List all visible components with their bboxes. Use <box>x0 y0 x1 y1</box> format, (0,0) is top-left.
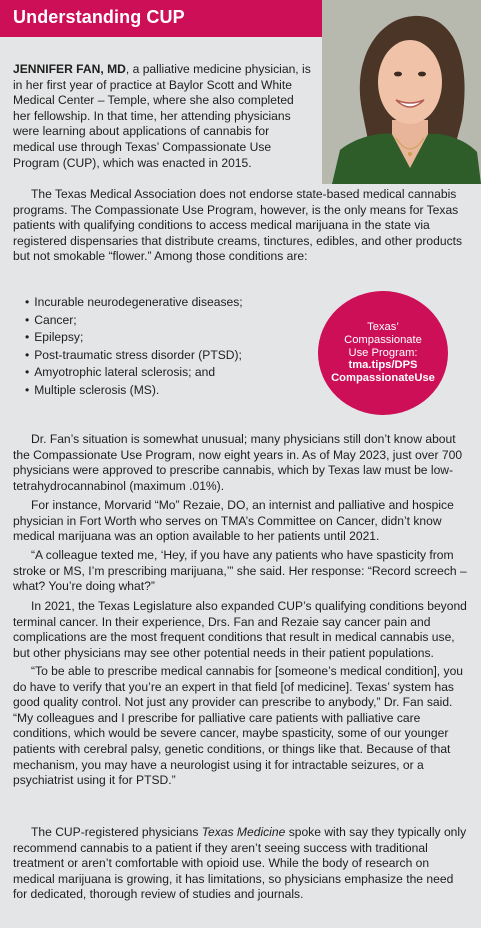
list-item: • Incurable neurodegenerative diseases; <box>25 294 243 312</box>
intro-paragraph <box>13 62 313 171</box>
body-paragraph-4: In 2021, the Texas Legislature also expanded CUP’s qualifying conditions beyond terminal cancer. In their experience, Drs. Fan and Rezaie say cancer pain and complications are the most frequent conditions that result in medical cannabis use, but other physicians may see other potential needs in their patient populations. <box>13 599 467 660</box>
author-name: JENNIFER FAN, MD <box>13 62 126 76</box>
section-banner <box>0 0 322 37</box>
list-item: • Multiple sclerosis (MS). <box>25 382 243 400</box>
portrait-photo <box>322 0 481 184</box>
body-paragraph-5: “To be able to prescribe medical cannabis for [someone’s medical condition], you do have to verify that you’re an expert in that field [of medicine]. Texas’ system has good quality control. Not just any provider can prescribe to anybody,” Dr. Fan said. “My colleagues and I prescribe for palliative care patients with palliative care conditions, which would be severe cancer, maybe spasticity, some of our younger patients with cerebral palsy, genetic conditions, or things like that. Because of that mechanism, you may have a neurologist using it for intractable seizures, or a psychiatrist using it for PTSD.” <box>13 664 464 788</box>
publication-title: Texas Medicine <box>201 825 286 839</box>
body-paragraph-3: “A colleague texted me, ‘Hey, if you have any patients who have spasticity from stroke or MS, I’m prescribing marijuana,’” she said. Her response: “Record screech – what? You’re doing what?” <box>13 548 467 594</box>
conditions-list <box>25 294 243 400</box>
tma-paragraph: The Texas Medical Association does not endorse state-based medical cannabis programs. The Compassionate Use Program, however, is the only means for Texas patients with qualifying conditions to access medical marijuana in the state via registered dispensaries that distribute creams, tinctures, edibles, and other products but not smokable “flower.” Among those conditions are: <box>13 187 463 264</box>
body-text: spoke with say they typically only recommend cannabis to a patient if they aren’t seeing success with traditional treatment or aren’t comfortable with opioid use. While the body of research on medical marijuana is growing, it has limitations, so physicians emphasize the need for dedicated, thorough review of studies and journals. <box>13 825 467 902</box>
body-text: The CUP-registered physicians <box>31 825 202 839</box>
list-item: • Amyotrophic lateral sclerosis; and <box>25 364 243 382</box>
intro-text: , a palliative medicine physician, is in her first year of practice at Baylor Scott and White Medical Center – Temple, where she also completed her fellowship. In that time, her attending physicians were learning about applications of cannabis for medical use through Texas’ Compassionate Use Program (CUP), which was enacted in 2015. <box>13 62 311 170</box>
portrait-image <box>322 0 481 184</box>
cup-callout-circle <box>318 291 448 415</box>
body-paragraph-1: Dr. Fan’s situation is somewhat unusual; many physicians still don’t know about the Compassionate Use Program, now eight years in. As of May 2023, just over 700 physicians were approved to prescribe cannabis, which by Texas law must be low-tetrahydrocannabinol (maximum .01%). <box>13 432 463 493</box>
callout-line: Texas’ <box>367 321 399 333</box>
list-item: • Cancer; <box>25 312 243 330</box>
list-item: • Epilepsy; <box>25 329 243 347</box>
section-title: Understanding CUP <box>13 7 185 27</box>
list-item: • Post-traumatic stress disorder (PTSD); <box>25 347 243 365</box>
body-paragraph-6 <box>13 825 470 903</box>
callout-line: Use Program: <box>348 346 418 359</box>
body-paragraph-2: For instance, Morvarid “Mo” Rezaie, DO, an internist and palliative and hospice physician in Fort Worth who serves on TMA’s Committee on Cancer, didn’t know medical marijuana was an option available to her patients until 2021. <box>13 498 454 544</box>
callout-line: Compassionate <box>344 333 422 346</box>
callout-link[interactable]: CompassionateUse <box>331 372 435 385</box>
callout-link[interactable]: tma.tips/DPS <box>348 359 418 372</box>
